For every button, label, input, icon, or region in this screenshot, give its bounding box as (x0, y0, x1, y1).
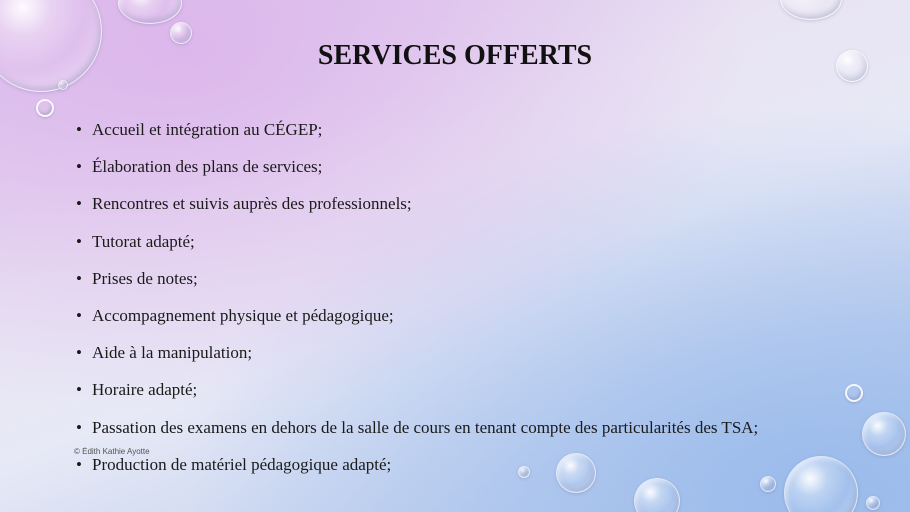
bullet-icon: • (76, 454, 82, 474)
list-item-text: Accueil et intégration au CÉGEP; (92, 120, 323, 139)
bubble-decoration (118, 0, 182, 24)
bullet-icon: • (76, 380, 82, 400)
bubble-decoration (780, 0, 842, 20)
list-item-text: Accompagnement physique et pédagogique; (92, 305, 394, 325)
list-item (76, 340, 758, 377)
bubble-decoration (36, 99, 54, 117)
bullet-icon: • (76, 157, 82, 177)
bullet-icon: • (76, 305, 82, 325)
bullet-icon: • (76, 417, 82, 437)
list-item (76, 191, 758, 228)
list-item (76, 154, 758, 191)
list-item-text: Tutorat adapté; (92, 231, 195, 251)
bubble-decoration (58, 80, 68, 90)
bubble-decoration (862, 412, 906, 456)
copyright-footer: © Édith Kathie Ayotte (74, 447, 150, 456)
services-list (76, 117, 758, 489)
list-item-text: Aide à la manipulation; (92, 343, 253, 363)
list-item-text: Passation des examens en dehors de la salle de cours en tenant compte des particularités des TSA; (92, 417, 759, 437)
list-item (76, 415, 758, 452)
list-item (76, 117, 758, 154)
list-item (76, 452, 758, 489)
list-item-text: Prises de notes; (92, 268, 198, 288)
bullet-icon: • (76, 194, 82, 214)
bubble-decoration (784, 456, 858, 512)
list-item (76, 266, 758, 303)
bullet-icon: • (76, 268, 82, 288)
list-item (76, 303, 758, 340)
list-item-text: Rencontres et suivis auprès des professionnels; (92, 194, 412, 214)
list-item-text: Élaboration des plans de services; (92, 157, 323, 177)
bubble-decoration (760, 476, 776, 492)
list-item (76, 229, 758, 266)
slide-title: SERVICES OFFERTS (317, 40, 593, 71)
list-item-text: Horaire adapté; (92, 380, 198, 400)
list-item-text: Production de matériel pédagogique adapté; (92, 454, 392, 474)
bullet-icon: • (76, 231, 82, 251)
bubble-decoration (845, 384, 863, 402)
bullet-icon: • (76, 343, 82, 363)
list-item (76, 377, 758, 414)
bubble-decoration (866, 496, 880, 510)
bullet-icon: • (76, 120, 82, 139)
